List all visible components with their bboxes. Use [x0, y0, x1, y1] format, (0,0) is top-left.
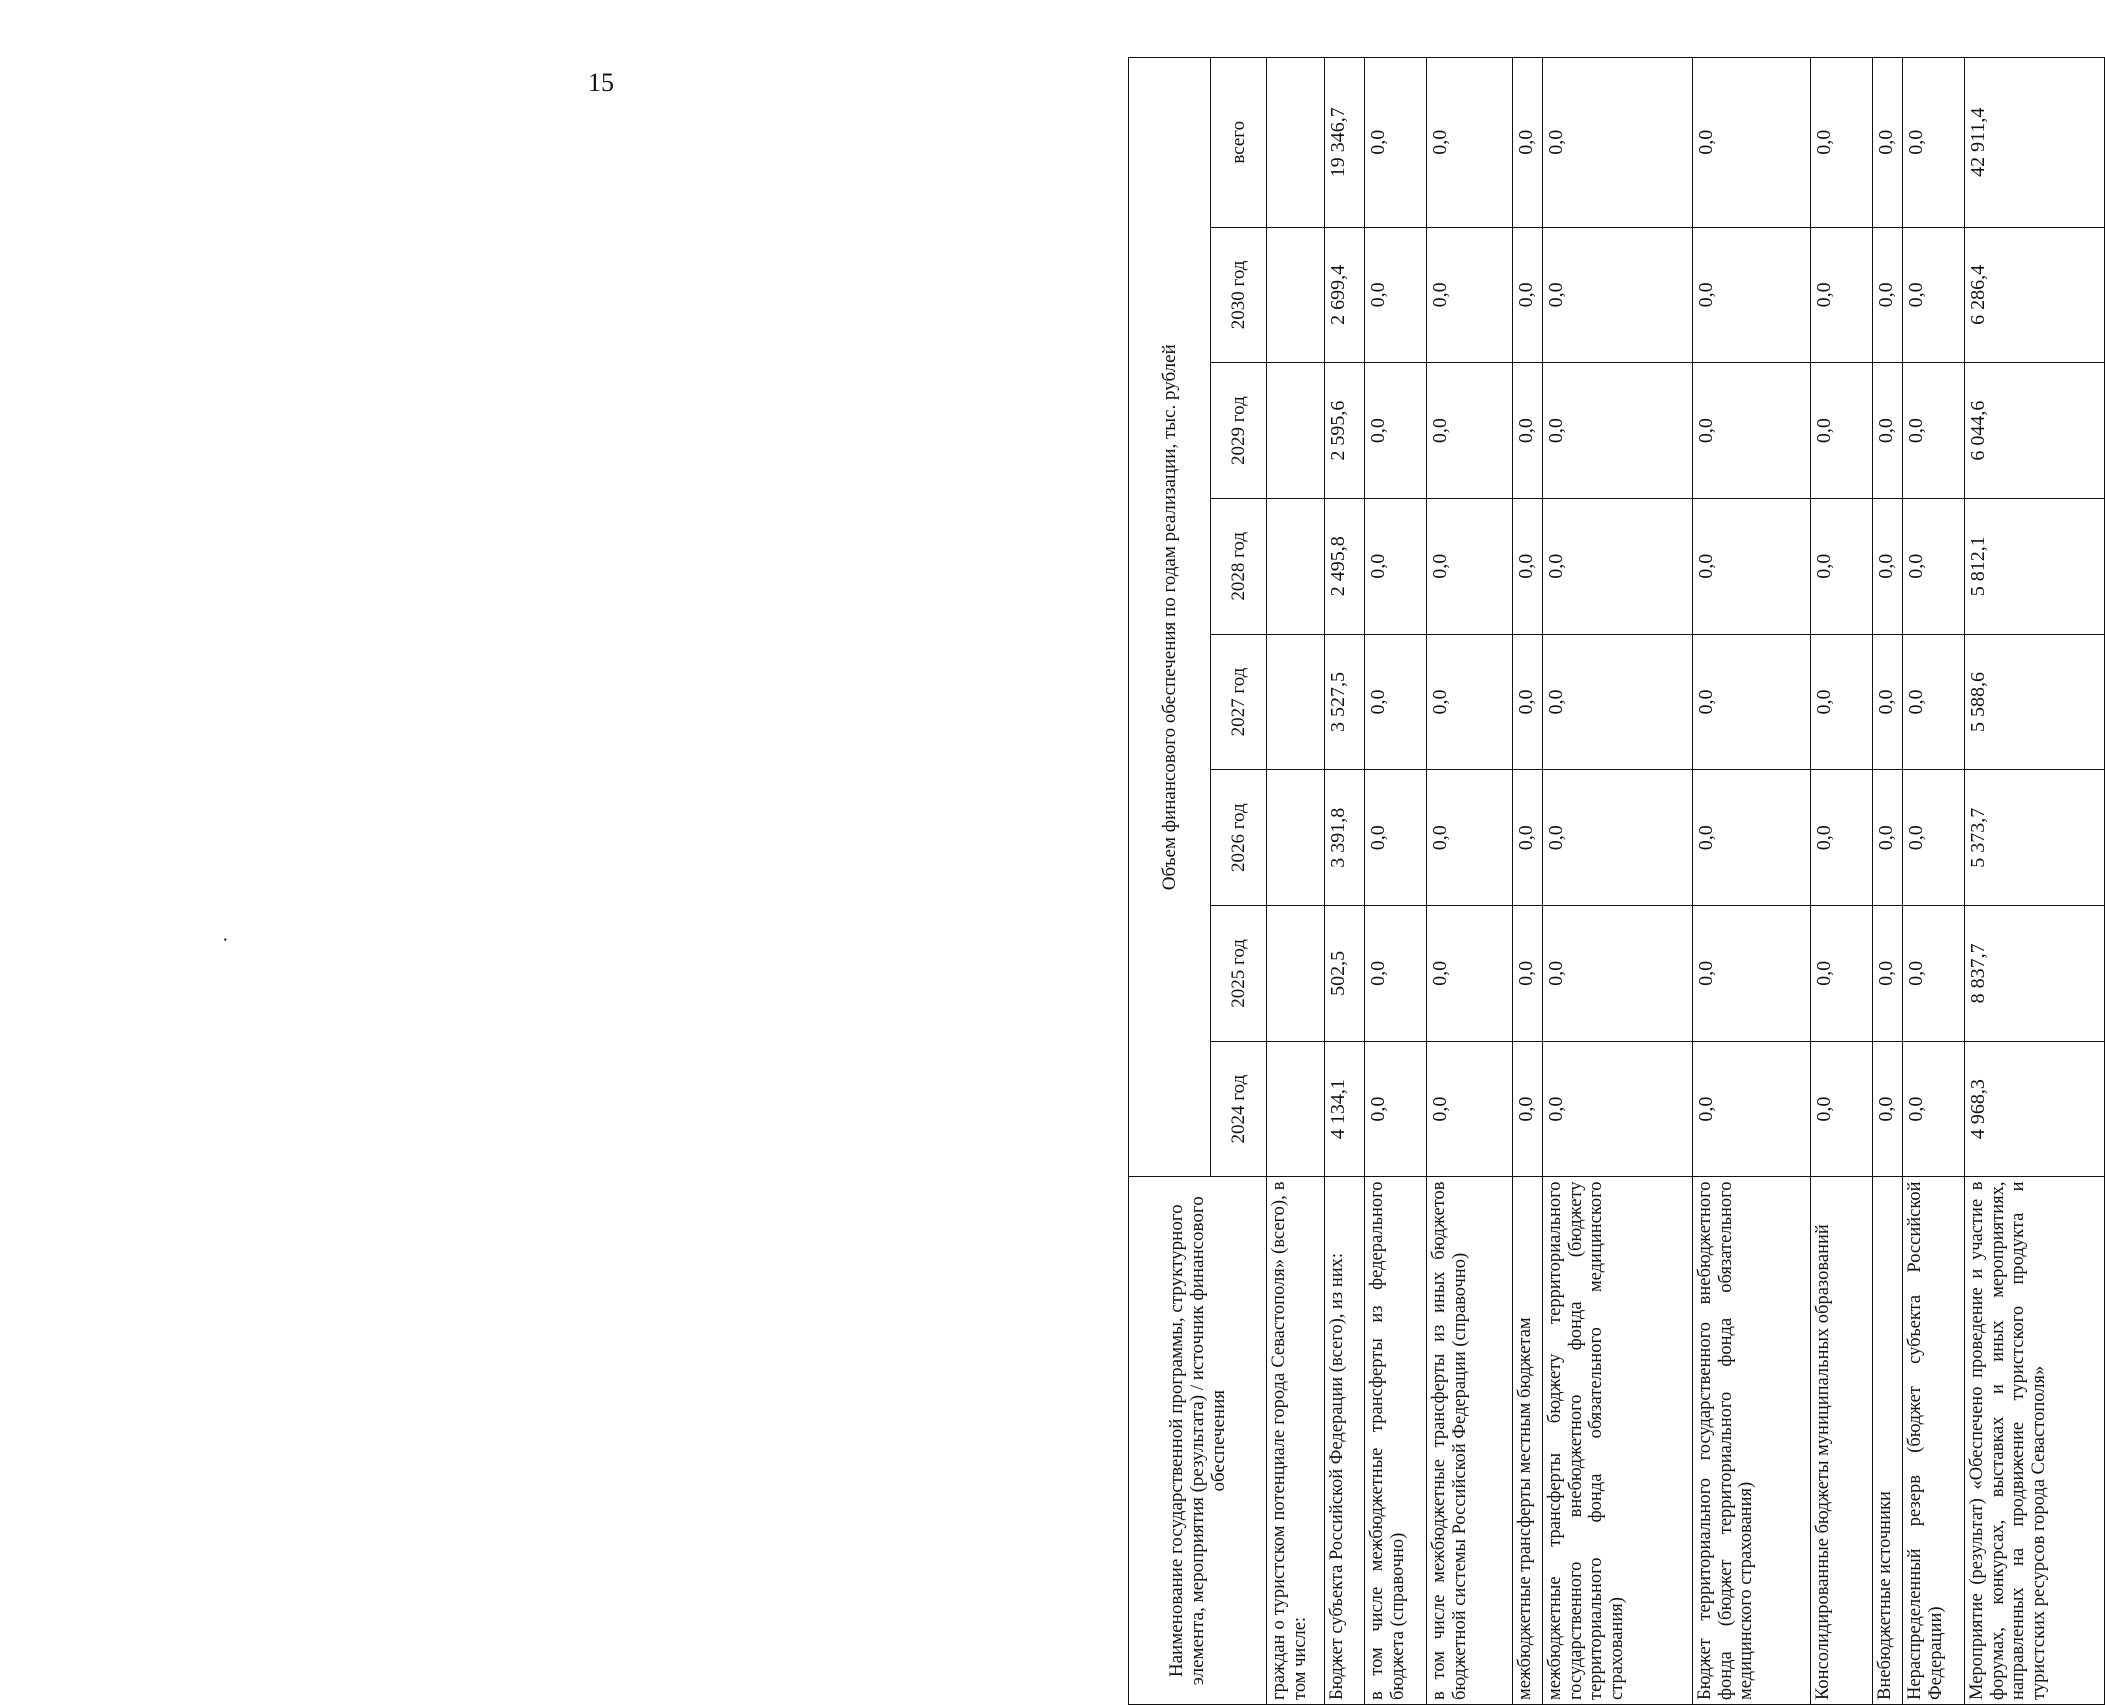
row-value: 0,0	[1543, 634, 1693, 770]
row-name: межбюджетные трансферты бюджету территориального государственного внебюджетного фонда (бюджету территориального фонда обязательного медицинского страхования)	[1543, 1177, 1693, 1705]
row-value: 0,0	[1811, 1041, 1873, 1177]
row-value	[1267, 58, 1325, 228]
row-value: 0,0	[1873, 1041, 1903, 1177]
row-value: 4 968,3	[1965, 1041, 2105, 1177]
table-row	[1903, 58, 1965, 1705]
row-value: 0,0	[1903, 1041, 1965, 1177]
row-value: 0,0	[1873, 363, 1903, 499]
row-value: 0,0	[1903, 363, 1965, 499]
row-value: 2 595,6	[1325, 363, 1365, 499]
row-value: 0,0	[1873, 58, 1903, 228]
row-value: 5 373,7	[1965, 770, 2105, 906]
row-value: 3 527,5	[1325, 634, 1365, 770]
row-value: 0,0	[1427, 770, 1513, 906]
row-value: 0,0	[1513, 363, 1543, 499]
row-value	[1267, 634, 1325, 770]
name-column-header: Наименование государственной программы, структурного элемента, мероприятия (результата) / источник финансового обеспечения	[1129, 1177, 1267, 1705]
row-value: 0,0	[1365, 58, 1427, 228]
row-value: 0,0	[1693, 227, 1811, 363]
row-value: 0,0	[1365, 906, 1427, 1042]
financing-table	[1128, 57, 2105, 1705]
table-row	[1693, 58, 1811, 1705]
table-row	[1873, 58, 1903, 1705]
year-header-0: 2024 год	[1211, 1041, 1267, 1177]
row-value: 0,0	[1811, 906, 1873, 1042]
row-value: 0,0	[1427, 363, 1513, 499]
row-value: 0,0	[1903, 498, 1965, 634]
row-value: 0,0	[1873, 498, 1903, 634]
row-value: 0,0	[1365, 498, 1427, 634]
row-value: 0,0	[1513, 227, 1543, 363]
row-value	[1267, 770, 1325, 906]
row-name: Бюджет территориального государственного внебюджетного фонда (бюджет территориального фонда обязательного медицинского страхования)	[1693, 1177, 1811, 1705]
row-value: 0,0	[1693, 634, 1811, 770]
row-value: 0,0	[1513, 1041, 1543, 1177]
row-value	[1267, 1041, 1325, 1177]
row-value: 0,0	[1427, 498, 1513, 634]
row-value: 0,0	[1903, 906, 1965, 1042]
row-value: 0,0	[1365, 634, 1427, 770]
row-value: 0,0	[1543, 1041, 1693, 1177]
financing-table-rotated	[1128, 57, 2048, 1705]
row-value	[1267, 498, 1325, 634]
row-value: 0,0	[1811, 363, 1873, 499]
row-value: 0,0	[1903, 58, 1965, 228]
row-value: 0,0	[1903, 770, 1965, 906]
row-value: 502,5	[1325, 906, 1365, 1042]
table-row	[1267, 58, 1325, 1705]
row-value: 0,0	[1365, 1041, 1427, 1177]
row-value: 0,0	[1693, 498, 1811, 634]
row-value	[1267, 363, 1325, 499]
year-header-3: 2027 год	[1211, 634, 1267, 770]
row-value: 0,0	[1543, 498, 1693, 634]
row-value: 5 588,6	[1965, 634, 2105, 770]
row-value: 0,0	[1543, 906, 1693, 1042]
row-value: 6 286,4	[1965, 227, 2105, 363]
row-value: 0,0	[1543, 58, 1693, 228]
table-row	[1427, 58, 1513, 1705]
volume-column-header: Объем финансового обеспечения по годам реализации, тыс. рублей	[1129, 58, 1211, 1177]
row-value: 0,0	[1873, 770, 1903, 906]
table-row	[1965, 58, 2105, 1705]
row-value: 0,0	[1693, 363, 1811, 499]
row-value: 0,0	[1513, 634, 1543, 770]
row-value: 0,0	[1427, 227, 1513, 363]
row-value: 0,0	[1873, 906, 1903, 1042]
row-value: 0,0	[1543, 363, 1693, 499]
row-value: 0,0	[1811, 227, 1873, 363]
row-value: 0,0	[1513, 498, 1543, 634]
row-value: 0,0	[1811, 498, 1873, 634]
row-value: 0,0	[1513, 906, 1543, 1042]
year-header-6: 2030 год	[1211, 227, 1267, 363]
page-mark: ·	[214, 936, 237, 943]
year-header-1: 2025 год	[1211, 906, 1267, 1042]
row-value: 8 837,7	[1965, 906, 2105, 1042]
row-name: в том числе межбюджетные трансферты из иных бюджетов бюджетной системы Российской Федерации (справочно)	[1427, 1177, 1513, 1705]
table-row	[1365, 58, 1427, 1705]
year-header-5: 2029 год	[1211, 363, 1267, 499]
row-value: 0,0	[1693, 1041, 1811, 1177]
table-row	[1543, 58, 1693, 1705]
row-value: 0,0	[1365, 363, 1427, 499]
row-value: 42 911,4	[1965, 58, 2105, 228]
row-name: граждан о туристском потенциале города Севастополя» (всего), в том числе:	[1267, 1177, 1325, 1705]
row-value: 0,0	[1365, 227, 1427, 363]
row-value: 2 495,8	[1325, 498, 1365, 634]
row-name: в том числе межбюджетные трансферты из федерального бюджета (справочно)	[1365, 1177, 1427, 1705]
row-value: 0,0	[1693, 770, 1811, 906]
row-name: Нераспределенный резерв (бюджет субъекта Российской Федерации)	[1903, 1177, 1965, 1705]
year-header-7: всего	[1211, 58, 1267, 228]
row-value: 0,0	[1903, 634, 1965, 770]
row-name: Консолидированные бюджеты муниципальных образований	[1811, 1177, 1873, 1705]
row-value: 0,0	[1693, 58, 1811, 228]
row-value: 0,0	[1427, 906, 1513, 1042]
row-name: Мероприятие (результат) «Обеспечено проведение и участие в форумах, конкурсах, выставках и иных мероприятиях, направленных на продвижение туристского продукта и туристских ресурсов города Севастополя»	[1965, 1177, 2105, 1705]
row-name: Внебюджетные источники	[1873, 1177, 1903, 1705]
row-value: 0,0	[1365, 770, 1427, 906]
row-value: 0,0	[1513, 58, 1543, 228]
row-value	[1267, 906, 1325, 1042]
table-row	[1513, 58, 1543, 1705]
row-value: 2 699,4	[1325, 227, 1365, 363]
row-value: 0,0	[1513, 770, 1543, 906]
row-value: 0,0	[1811, 634, 1873, 770]
row-value: 0,0	[1543, 770, 1693, 906]
row-value: 0,0	[1873, 227, 1903, 363]
table-row	[1811, 58, 1873, 1705]
year-header-2: 2026 год	[1211, 770, 1267, 906]
page-number: 15	[588, 68, 614, 97]
row-value: 19 346,7	[1325, 58, 1365, 228]
row-name: Бюджет субъекта Российской Федерации (всего), из них:	[1325, 1177, 1365, 1705]
row-value: 0,0	[1427, 1041, 1513, 1177]
row-value: 6 044,6	[1965, 363, 2105, 499]
row-name: межбюджетные трансферты местным бюджетам	[1513, 1177, 1543, 1705]
row-value: 0,0	[1427, 634, 1513, 770]
row-value	[1267, 227, 1325, 363]
row-value: 0,0	[1427, 58, 1513, 228]
row-value: 5 812,1	[1965, 498, 2105, 634]
row-value: 0,0	[1693, 906, 1811, 1042]
row-value: 0,0	[1811, 58, 1873, 228]
row-value: 0,0	[1543, 227, 1693, 363]
row-value: 0,0	[1903, 227, 1965, 363]
table-row	[1325, 58, 1365, 1705]
row-value: 3 391,8	[1325, 770, 1365, 906]
year-header-4: 2028 год	[1211, 498, 1267, 634]
row-value: 0,0	[1811, 770, 1873, 906]
row-value: 4 134,1	[1325, 1041, 1365, 1177]
row-value: 0,0	[1873, 634, 1903, 770]
